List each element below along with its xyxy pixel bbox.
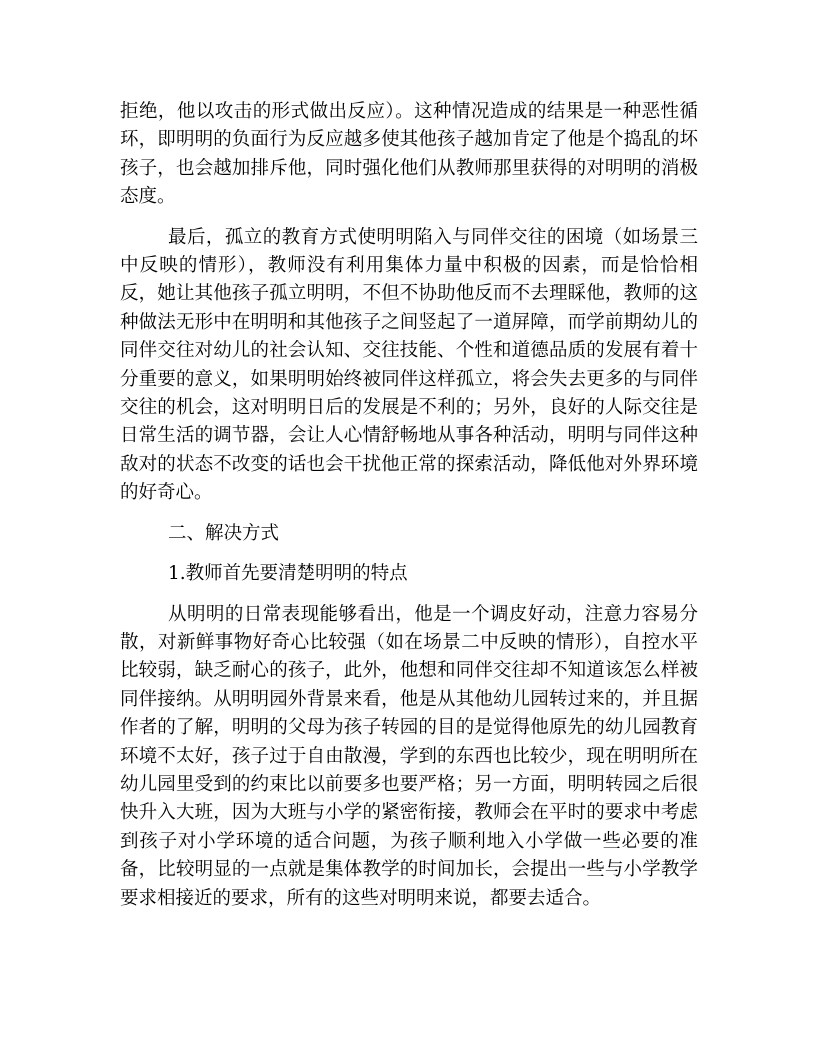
paragraph-isolation: 最后，孤立的教育方式使明明陷入与同伴交往的困境（如场景三中反映的情形），教师没有利用集体力量中积极的因素，而是恰恰相反，她让其他孩子孤立明明，不但不协助他反而不去理睬他，教师的这种做法无形中在明明和其他孩子之间竖起了一道屏障，而学前期幼儿的同伴交往对幼儿的社会认知、交往技能、个性和道德品质的发展有着十分重要的意义，如果明明始终被同伴这样孤立，将会失去更多的与同伴交往的机会，这对明明日后的发展是不利的；另外，良好的人际交往是日常生活的调节器，会让人心情舒畅地从事各种活动，明明与同伴这种敌对的状态不改变的话也会干扰他正常的探索活动，降低他对外界环境的好奇心。 (120, 226, 698, 504)
paragraph-continuation: 拒绝，他以攻击的形式做出反应）。这种情况造成的结果是一种恶性循环，即明明的负面行为反应越多使其他孩子越加肯定了他是个捣乱的坏孩子，也会越加排斥他，同时强化他们从教师那里获得的对明明的消极态度。 (120, 101, 698, 208)
subsection-heading-characteristics: 1.教师首先要清楚明明的特点 (168, 563, 408, 585)
section-heading-solution: 二、解决方式 (168, 522, 280, 544)
document-body (120, 98, 698, 925)
paragraph-characteristics: 从明明的日常表现能够看出，他是一个调皮好动，注意力容易分散，对新鲜事物好奇心比较强（如在场景二中反映的情形），自控水平比较弱，缺乏耐心的孩子，此外，他想和同伴交往却不知道该怎么样被同伴接纳。从明明园外背景来看，他是从其他幼儿园转过来的，并且据作者的了解，明明的父母为孩子转园的目的是觉得他原先的幼儿园教育环境不太好，孩子过于自由散漫，学到的东西也比较少，现在明明所在幼儿园里受到的约束比以前要多也要严格；另一方面，明明转园之后很快升入大班，因为大班与小学的紧密衔接，教师会在平时的要求中考虑到孩子对小学环境的适合问题，为孩子顺利地入小学做一些必要的准备，比较明显的一点就是集体教学的时间加长，会提出一些与小学教学要求相接近的要求，所有的这些对明明来说，都要去适合。 (120, 603, 698, 909)
